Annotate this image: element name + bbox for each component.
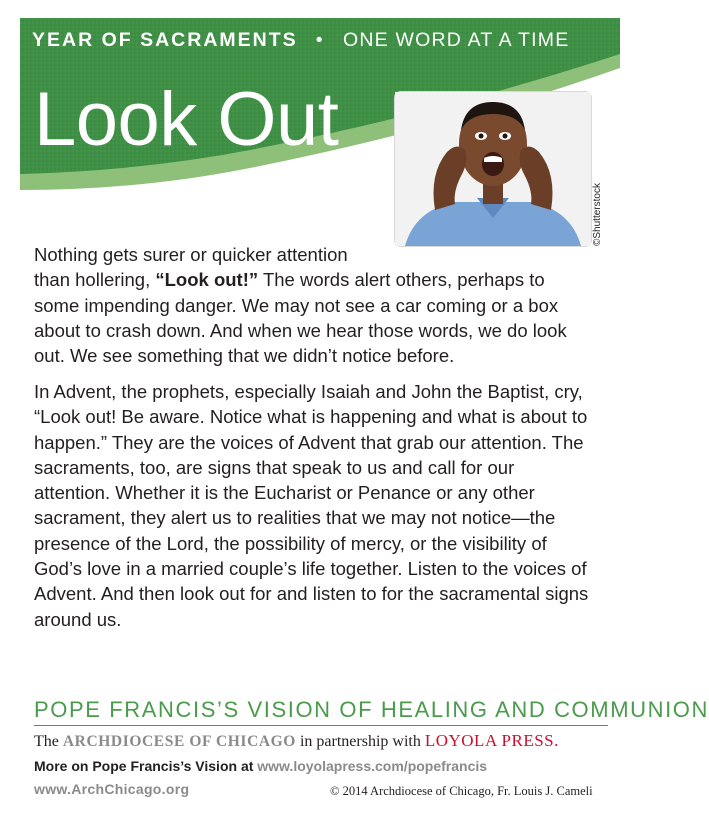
loyola-press-link[interactable]: www.loyolapress.com/popefrancis (257, 758, 488, 774)
separator-dot: • (315, 29, 324, 51)
vision-title: POPE FRANCIS’S VISION OF HEALING AND COMMUNION (34, 697, 709, 722)
man-shouting-illustration (395, 92, 591, 246)
more-info-line (34, 758, 594, 774)
intro-text-before: than hollering, (34, 269, 156, 291)
photo-credit: ©Shutterstock (592, 183, 603, 246)
intro-text-after: The words alert others, perhaps to some impending danger. We may not see a car coming or a box about to crash down. And when we hear those words, we do look out. We see something that we didn’t notice before. (34, 269, 567, 367)
archchicago-link[interactable]: www.ArchChicago.org (34, 781, 190, 797)
page-title: Look Out (34, 77, 339, 162)
footer-divider (34, 725, 608, 726)
intro-first-line: Nothing gets surer or quicker attention (34, 244, 348, 265)
archdiocese-logo-text: ARCHDIOCESE OF CHICAGO (62, 733, 296, 750)
partner-the: The (34, 733, 63, 750)
more-label: More on Pope Francis’s Vision at (34, 758, 258, 774)
paragraph-intro (34, 242, 594, 368)
copyright-notice: © 2014 Archdiocese of Chicago, Fr. Louis J. Cameli (330, 784, 593, 798)
series-kicker (32, 29, 612, 52)
series-label: YEAR OF SACRAMENTS (32, 29, 298, 51)
paragraph-advent: In Advent, the prophets, especially Isaiah and John the Baptist, cry, “Look out! Be aware. Notice what is happening and what is about to happen.” They are the voices of Advent that grab our attention. The sacraments, too, are signs that speak to us and call for our attention. Whether it is the Eucharist or Penance or any other sacrament, they alert us to realities that we may not notice—the presence of the Lord, the possibility of mercy, or the visibility of God’s love in a married couple’s life together. Listen to the voices of Advent. And then look out for and listen to for the sacramental signs around us. (34, 381, 589, 630)
partner-mid: in partnership with (295, 733, 425, 750)
intro-emphasis: “Look out!” (155, 269, 259, 291)
loyola-press-logo: LOYOLA PRESS. (424, 731, 559, 750)
tagline-label: ONE WORD AT A TIME (343, 29, 570, 51)
shouting-man-photo (395, 92, 591, 246)
partnership-line (34, 731, 614, 751)
